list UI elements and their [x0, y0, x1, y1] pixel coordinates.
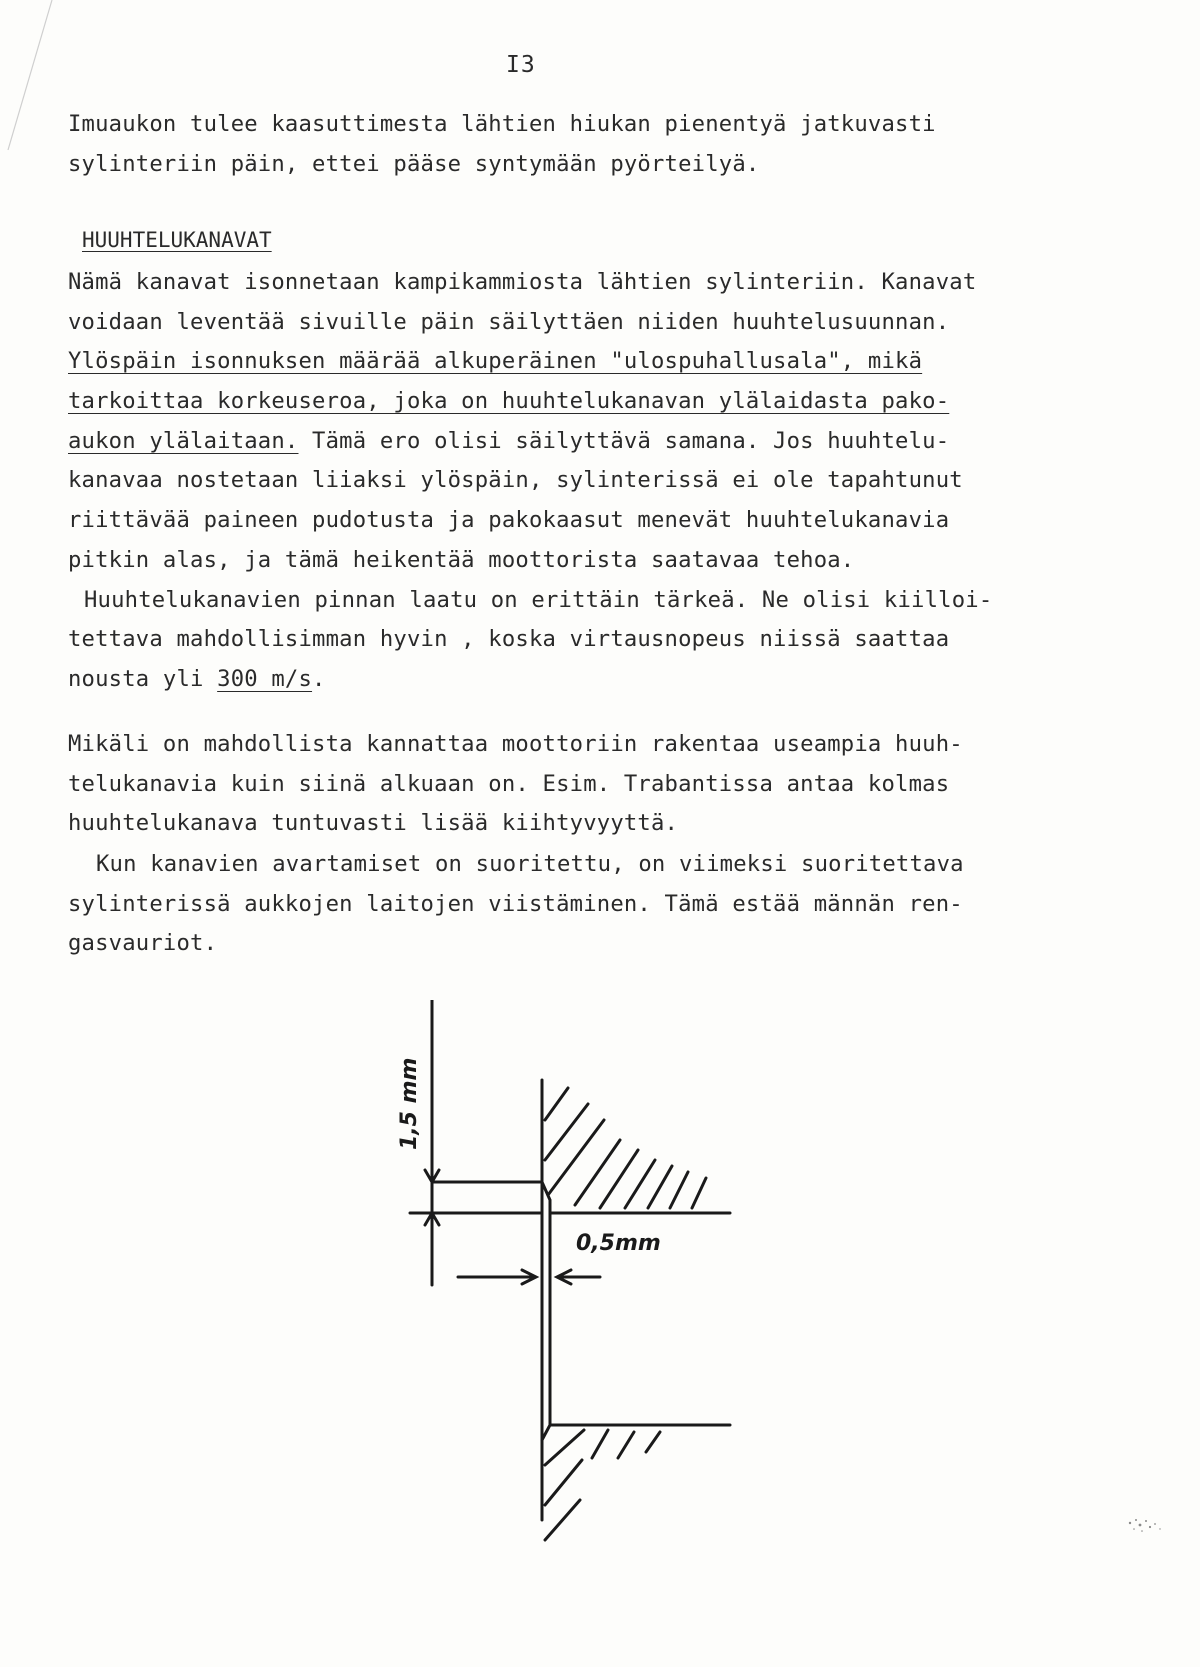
diagram-svg — [380, 1000, 740, 1560]
text-line: Huuhtelukanavien pinnan laatu on erittäin tärkeä. Ne olisi kiilloi- — [84, 586, 993, 613]
text-line: huuhtelukanava tuntuvasti lisää kiihtyvyyttä. — [68, 810, 679, 837]
paragraph-3 — [68, 845, 964, 964]
speed-value: 300 m/s — [217, 665, 313, 692]
label-vertical-dimension: 1,5 mm — [397, 1057, 422, 1150]
hatching-upper — [545, 1088, 706, 1208]
paragraph-2 — [68, 725, 963, 844]
underlined-phrase: aukon ylälaitaan. — [68, 427, 299, 454]
text-line: sylinterissä aukkojen laitojen viistäminen. Tämä estää männän ren- — [68, 890, 963, 917]
text-line: Imuaukon tulee kaasuttimesta lähtien hiukan pienentyä jatkuvasti — [68, 111, 936, 137]
text-line: telukanavia kuin siinä alkuaan on. Esim. Trabantissa antaa kolmas — [68, 770, 950, 797]
text-line: Mikäli on mahdollista kannattaa moottoriin rakentaa useampia huuh- — [68, 731, 963, 757]
port-chamfer-diagram — [380, 1000, 740, 1560]
text-segment: . — [312, 665, 326, 692]
text-line: kanavaa nostetaan liiaksi ylöspäin, sylinterissä ei ole tapahtunut — [68, 467, 963, 494]
text-segment: nousta yli — [68, 665, 218, 692]
text-line: tettava mahdollisimman hyvin , koska virtausnopeus niissä saattaa — [68, 626, 950, 653]
page-number: I3 — [506, 52, 536, 78]
text-segment: Tämä ero olisi säilyttävä samana. Jos huuhtelu- — [298, 427, 950, 454]
intro-paragraph — [68, 105, 936, 184]
text-line: riittävää paineen pudotusta ja pakokaasut menevät huuhtelukanavia — [68, 507, 950, 534]
text-line — [68, 660, 992, 700]
hatching-lower — [545, 1430, 660, 1540]
text-line: Kun kanavien avartamiset on suoritettu, on viimeksi suoritettava — [96, 851, 964, 877]
text-line — [68, 422, 992, 462]
section-paragraph — [68, 263, 992, 700]
section-heading: HUUHTELUKANAVAT — [82, 228, 272, 252]
text-line: gasvauriot. — [68, 930, 218, 957]
text-line: sylinteriin päin, ettei pääse syntymään pyörteilyä. — [68, 150, 760, 177]
text-line-underlined: Ylöspäin isonnuksen määrää alkuperäinen "ulospuhallusala", mikä — [68, 348, 923, 375]
text-line: pitkin alas, ja tämä heikentää moottorista saatavaa tehoa. — [68, 546, 855, 573]
text-line-underlined: tarkoittaa korkeuseroa, joka on huuhtelukanavan ylälaidasta pako- — [68, 388, 950, 415]
label-horizontal-dimension: 0,5mm — [576, 1231, 661, 1256]
text-line: Nämä kanavat isonnetaan kampikammiosta lähtien sylinteriin. Kanavat — [68, 269, 977, 295]
text-line: voidaan leventää sivuille päin säilyttäen niiden huuhtelusuunnan. — [68, 308, 950, 335]
scan-specks — [1120, 1505, 1180, 1545]
